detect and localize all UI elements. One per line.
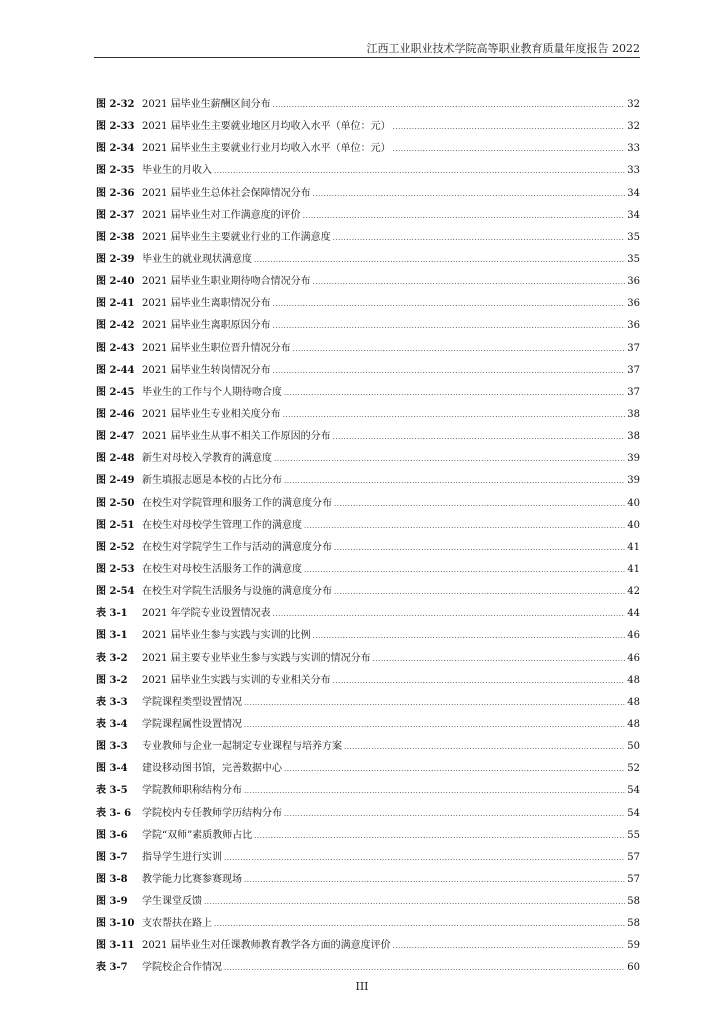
toc-dot-leader <box>274 448 625 470</box>
toc-dot-leader <box>313 271 626 293</box>
page-number: III <box>355 980 369 993</box>
toc-entry-title: 学院课程类型设置情况 <box>142 696 242 708</box>
toc-dot-leader <box>393 935 626 957</box>
toc-entry-page: 54 <box>627 785 640 797</box>
running-header: 江西工业职业技术学院高等职业教育质量年度报告 2022 <box>366 42 640 55</box>
header-divider <box>94 57 640 58</box>
toc-entry[interactable] <box>96 515 640 537</box>
toc-entry-page: 60 <box>627 962 640 974</box>
toc-entry-title: 教学能力比赛参赛现场 <box>142 873 242 885</box>
toc-dot-leader <box>284 470 625 492</box>
toc-dot-leader <box>373 648 626 670</box>
toc-dot-leader <box>313 625 626 647</box>
toc-entry-page: 46 <box>627 652 640 664</box>
toc-entry[interactable] <box>96 160 640 182</box>
toc-entry-page: 34 <box>627 187 640 199</box>
toc-entry-page: 37 <box>627 342 640 354</box>
toc-dot-leader <box>244 780 625 802</box>
toc-entry-label: 图 2-52 <box>96 541 135 553</box>
toc-entry-label: 图 3-7 <box>96 851 128 863</box>
toc-dot-leader <box>244 869 625 891</box>
toc-entry-page: 58 <box>627 896 640 908</box>
toc-entry[interactable] <box>96 293 640 315</box>
toc-dot-leader <box>393 138 626 160</box>
toc-entry[interactable] <box>96 758 640 780</box>
toc-entry-page: 36 <box>627 320 640 332</box>
toc-entry-page: 41 <box>627 541 640 553</box>
toc-entry-label: 图 2-36 <box>96 187 135 199</box>
toc-entry[interactable] <box>96 825 640 847</box>
toc-entry-page: 54 <box>627 807 640 819</box>
toc-entry-page: 48 <box>627 696 640 708</box>
toc-entry-page: 32 <box>627 99 640 110</box>
toc-entry-page: 46 <box>627 630 640 642</box>
toc-dot-leader <box>273 293 626 315</box>
toc-entry-label: 表 3-1 <box>96 608 128 620</box>
toc-entry-title: 支农帮扶在路上 <box>142 918 212 930</box>
toc-dot-leader <box>254 825 625 847</box>
toc-entry-page: 55 <box>627 829 640 841</box>
toc-entry[interactable] <box>96 625 640 647</box>
toc-entry[interactable] <box>96 271 640 293</box>
toc-entry[interactable] <box>96 736 640 758</box>
toc-dot-leader <box>334 581 625 603</box>
toc-dot-leader <box>273 94 626 116</box>
toc-entry-label: 图 2-53 <box>96 563 135 575</box>
toc-entry-page: 35 <box>627 231 640 243</box>
toc-dot-leader <box>273 360 626 382</box>
toc-entry[interactable] <box>96 249 640 271</box>
toc-entry-title: 2021 届毕业生职位晋升情况分布 <box>142 342 291 354</box>
toc-entry-label: 表 3-5 <box>96 785 128 797</box>
toc-entry-page: 36 <box>627 298 640 310</box>
toc-dot-leader <box>333 426 626 448</box>
toc-dot-leader <box>313 183 626 205</box>
toc-entry-label: 图 2-54 <box>96 586 135 598</box>
toc-entry[interactable] <box>96 404 640 426</box>
toc-entry[interactable] <box>96 426 640 448</box>
toc-entry-label: 图 2-34 <box>96 143 135 155</box>
toc-entry[interactable] <box>96 205 640 227</box>
toc-entry[interactable] <box>96 338 640 360</box>
toc-entry[interactable] <box>96 227 640 249</box>
toc-dot-leader <box>334 493 625 515</box>
toc-dot-leader <box>214 913 625 935</box>
toc-entry[interactable] <box>96 493 640 515</box>
toc-entry[interactable] <box>96 891 640 913</box>
toc-entry-title: 新生填报志愿是本校的占比分布 <box>142 475 282 487</box>
toc-dot-leader <box>284 758 625 780</box>
toc-entry[interactable] <box>96 116 640 138</box>
toc-entry-page: 58 <box>627 918 640 930</box>
toc-entry[interactable] <box>96 315 640 337</box>
toc-entry-label: 图 3-4 <box>96 763 128 775</box>
toc-entry-title: 2021 届毕业生转岗情况分布 <box>142 364 271 376</box>
toc-dot-leader <box>254 249 625 271</box>
toc-dot-leader <box>304 559 625 581</box>
toc-dot-leader <box>273 603 626 625</box>
toc-entry[interactable] <box>96 780 640 802</box>
toc-dot-leader <box>333 670 626 692</box>
toc-dot-leader <box>224 957 625 979</box>
toc-entry-page: 39 <box>627 475 640 487</box>
toc-entry-page: 59 <box>627 940 640 952</box>
toc-entry-title: 2021 届毕业生实践与实训的专业相关分布 <box>142 674 331 686</box>
toc-entry[interactable] <box>96 183 640 205</box>
toc-entry-label: 图 2-37 <box>96 209 135 221</box>
toc-entry-title: 学院“双师”素质教师占比 <box>142 829 253 841</box>
toc-entry-title: 2021 届毕业生从事不相关工作原因的分布 <box>142 431 331 443</box>
toc-entry-title: 毕业生的工作与个人期待吻合度 <box>142 386 282 398</box>
toc-entry-label: 图 2-32 <box>96 99 135 110</box>
toc-dot-leader <box>244 692 625 714</box>
toc-entry-title: 2021 届毕业生总体社会保障情况分布 <box>142 187 311 199</box>
toc-entry-label: 图 3-2 <box>96 674 128 686</box>
toc-entry-label: 表 3-7 <box>96 962 128 974</box>
toc-entry-label: 图 2-33 <box>96 121 135 133</box>
toc-entry-label: 图 2-44 <box>96 364 135 376</box>
toc-entry-title: 2021 届毕业生主要就业地区月均收入水平（单位：元） <box>142 121 391 133</box>
toc-entry-page: 52 <box>627 763 640 775</box>
toc-entry-page: 32 <box>627 121 640 133</box>
toc-entry-page: 42 <box>627 586 640 598</box>
toc-dot-leader <box>304 515 625 537</box>
toc-dot-leader <box>273 315 626 337</box>
toc-dot-leader <box>303 205 626 227</box>
toc-entry-title: 2021 届毕业生职业期待吻合情况分布 <box>142 276 311 288</box>
toc-entry-label: 图 2-35 <box>96 165 135 177</box>
toc-entry[interactable] <box>96 913 640 935</box>
toc-entry-label: 图 2-40 <box>96 276 135 288</box>
toc-entry-label: 图 2-42 <box>96 320 135 332</box>
toc-entry-page: 38 <box>627 431 640 443</box>
toc-entry-label: 图 3-6 <box>96 829 128 841</box>
toc-dot-leader <box>214 160 625 182</box>
toc-entry[interactable] <box>96 537 640 559</box>
toc-entry-label: 表 3-2 <box>96 652 128 664</box>
toc-entry-page: 41 <box>627 563 640 575</box>
toc-entry[interactable] <box>96 648 640 670</box>
toc-entry[interactable] <box>96 935 640 957</box>
toc-entry-label: 图 3-9 <box>96 896 128 908</box>
toc-dot-leader <box>344 736 625 758</box>
toc-entry[interactable] <box>96 692 640 714</box>
toc-dot-leader <box>284 803 625 825</box>
toc-entry[interactable] <box>96 603 640 625</box>
toc-entry-title: 2021 届毕业生主要就业行业月均收入水平（单位：元） <box>142 143 391 155</box>
toc-dot-leader <box>204 891 625 913</box>
toc-entry-title: 学院课程属性设置情况 <box>142 718 242 730</box>
toc-entry[interactable] <box>96 581 640 603</box>
toc-dot-leader <box>393 116 626 138</box>
toc-entry-page: 39 <box>627 453 640 465</box>
toc-entry-label: 表 3- 6 <box>96 807 132 819</box>
toc-entry-page: 57 <box>627 851 640 863</box>
toc-entry-page: 44 <box>627 608 640 620</box>
toc-entry-title: 指导学生进行实训 <box>142 851 222 863</box>
toc-entry-title: 学院校内专任教师学历结构分布 <box>142 807 282 819</box>
toc-entry[interactable] <box>96 559 640 581</box>
toc-entry-label: 表 3-4 <box>96 718 128 730</box>
toc-entry[interactable] <box>96 803 640 825</box>
toc-entry-title: 2021 届毕业生对任课教师教育教学各方面的满意度评价 <box>142 940 391 952</box>
toc-entry-page: 40 <box>627 519 640 531</box>
toc-entry-page: 57 <box>627 873 640 885</box>
toc-entry-label: 图 2-47 <box>96 431 135 443</box>
table-of-contents <box>96 94 640 980</box>
toc-entry-page: 38 <box>627 408 640 420</box>
toc-entry[interactable] <box>96 94 640 116</box>
toc-entry-title: 2021 届主要专业毕业生参与实践与实训的情况分布 <box>142 652 371 664</box>
toc-entry[interactable] <box>96 847 640 869</box>
toc-entry-title: 2021 届毕业生离职情况分布 <box>142 298 271 310</box>
toc-entry-title: 2021 届毕业生专业相关度分布 <box>142 408 281 420</box>
toc-entry[interactable] <box>96 869 640 891</box>
toc-entry-page: 33 <box>627 165 640 177</box>
toc-dot-leader <box>244 714 625 736</box>
toc-entry-label: 表 3-3 <box>96 696 128 708</box>
toc-entry-page: 48 <box>627 718 640 730</box>
toc-dot-leader <box>284 382 625 404</box>
toc-entry-label: 图 2-51 <box>96 519 135 531</box>
toc-entry-page: 40 <box>627 497 640 509</box>
toc-entry[interactable] <box>96 382 640 404</box>
toc-entry-title: 在校生对学院学生工作与活动的满意度分布 <box>142 541 332 553</box>
toc-entry[interactable] <box>96 470 640 492</box>
toc-entry-title: 毕业生的月收入 <box>142 165 212 177</box>
toc-entry-label: 图 3-8 <box>96 873 128 885</box>
toc-entry-label: 图 2-49 <box>96 475 135 487</box>
toc-entry-label: 图 2-38 <box>96 231 135 243</box>
toc-entry-page: 35 <box>627 253 640 265</box>
toc-entry-title: 在校生对母校学生管理工作的满意度 <box>142 519 302 531</box>
toc-entry-title: 学院校企合作情况 <box>142 962 222 974</box>
toc-entry-page: 50 <box>627 741 640 753</box>
toc-entry[interactable] <box>96 714 640 736</box>
toc-entry-title: 2021 届毕业生主要就业行业的工作满意度 <box>142 231 331 243</box>
toc-entry[interactable] <box>96 670 640 692</box>
toc-entry-label: 图 2-43 <box>96 342 135 354</box>
toc-entry[interactable] <box>96 448 640 470</box>
toc-entry-title: 在校生对学院管理和服务工作的满意度分布 <box>142 497 332 509</box>
toc-dot-leader <box>283 404 626 426</box>
toc-entry-label: 图 2-41 <box>96 298 135 310</box>
toc-entry-title: 毕业生的就业现状满意度 <box>142 253 252 265</box>
toc-entry-title: 2021 年学院专业设置情况表 <box>142 608 271 620</box>
toc-entry-page: 36 <box>627 276 640 288</box>
toc-entry-title: 学生课堂反馈 <box>142 896 202 908</box>
toc-entry-title: 2021 届毕业生参与实践与实训的比例 <box>142 630 311 642</box>
toc-entry-title: 2021 届毕业生对工作满意度的评价 <box>142 209 301 221</box>
toc-entry-label: 图 3-11 <box>96 940 135 952</box>
toc-entry-label: 图 2-39 <box>96 253 135 265</box>
toc-entry-label: 图 3-1 <box>96 630 128 642</box>
toc-dot-leader <box>333 227 626 249</box>
toc-dot-leader <box>293 338 626 360</box>
toc-entry-title: 建设移动图书馆，完善数据中心 <box>142 763 282 775</box>
toc-entry-title: 专业教师与企业一起制定专业课程与培养方案 <box>142 741 342 753</box>
toc-entry-title: 学院教师职称结构分布 <box>142 785 242 797</box>
toc-entry[interactable] <box>96 957 640 979</box>
toc-dot-leader <box>224 847 625 869</box>
toc-entry-title: 2021 届毕业生离职原因分布 <box>142 320 271 332</box>
toc-entry-page: 37 <box>627 386 640 398</box>
toc-entry-label: 图 2-48 <box>96 453 135 465</box>
toc-dot-leader <box>334 537 625 559</box>
toc-entry-title: 在校生对学院生活服务与设施的满意度分布 <box>142 586 332 598</box>
toc-entry-page: 33 <box>627 143 640 155</box>
toc-entry[interactable] <box>96 360 640 382</box>
toc-entry-label: 图 2-50 <box>96 497 135 509</box>
toc-entry-title: 在校生对母校生活服务工作的满意度 <box>142 563 302 575</box>
toc-entry-title: 新生对母校入学教育的满意度 <box>142 453 272 465</box>
toc-entry-page: 37 <box>627 364 640 376</box>
toc-entry-label: 图 2-46 <box>96 408 135 420</box>
toc-entry-page: 34 <box>627 209 640 221</box>
toc-entry-page: 48 <box>627 674 640 686</box>
toc-entry-label: 图 3-10 <box>96 918 135 930</box>
toc-entry-label: 图 2-45 <box>96 386 135 398</box>
toc-entry-title: 2021 届毕业生薪酬区间分布 <box>142 99 271 110</box>
toc-entry-label: 图 3-3 <box>96 741 128 753</box>
toc-entry[interactable] <box>96 138 640 160</box>
